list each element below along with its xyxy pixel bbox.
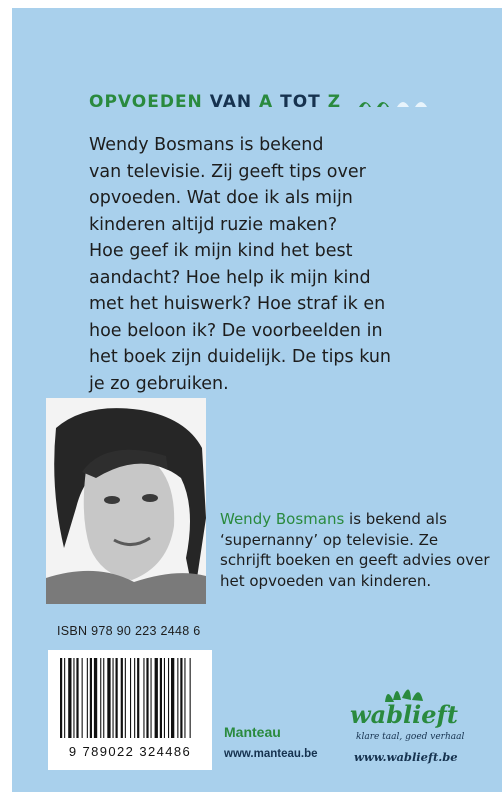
- imprint-url: www.wablieft.be: [354, 750, 458, 764]
- author-name: Wendy Bosmans: [220, 510, 345, 528]
- barcode-digits: 9 789022 324486: [68, 744, 192, 759]
- barcode-bars: [48, 650, 212, 744]
- left-page-edge: [0, 0, 12, 800]
- publisher-url: www.manteau.be: [224, 748, 318, 760]
- author-photo: [46, 398, 206, 604]
- author-bio: [220, 509, 490, 591]
- series-title-word-2: VAN: [209, 92, 253, 112]
- leaf-ornament-icon: [357, 97, 437, 109]
- barcode: [48, 650, 212, 770]
- series-title-word-1: OPVOEDEN: [89, 92, 203, 112]
- series-title: [89, 92, 341, 112]
- back-cover: [12, 8, 502, 792]
- series-title-word-3: A: [259, 92, 274, 112]
- series-title-word-4: TOT: [280, 92, 321, 112]
- author-bio-text: is bekend als ‘supernanny’ op televisie. Ze schrijft boeken en geeft advies over het opvoeden van kinderen.: [220, 510, 490, 590]
- back-cover-blurb: Wendy Bosmans is bekend van televisie. Zij geeft tips over opvoeden. Wat doe ik als mijn kinderen altijd ruzie maken? Hoe geef ik mijn kind het best aandacht? Hoe help ik mijn kind met het huiswerk? Hoe straf ik en hoe beloon ik? De voorbeelden in het boek zijn duidelijk. De tips kun je zo gebruiken.: [89, 135, 392, 394]
- isbn-number: ISBN 978 90 223 2448 6: [57, 624, 201, 638]
- publisher-name: Manteau: [224, 724, 281, 740]
- imprint-name: wablieft: [350, 700, 458, 729]
- series-title-word-5: Z: [327, 92, 342, 112]
- imprint-tagline: klare taal, goed verhaal: [356, 732, 465, 742]
